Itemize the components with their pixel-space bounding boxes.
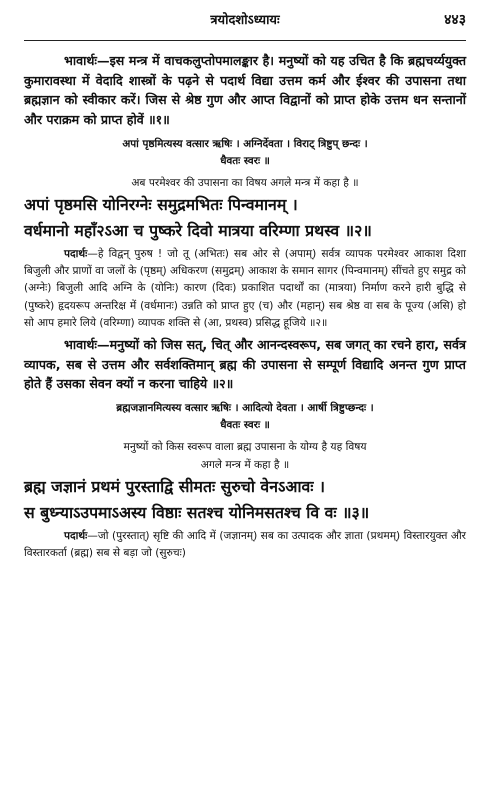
mantra-intro: अब परमेश्वर की उपासना का विषय अगले मन्त्र में कहा है ॥ [131, 176, 359, 189]
padartha-label: पदार्थः [64, 530, 88, 543]
padartha-paragraph-3 [24, 528, 466, 562]
mantra-intro: मनुष्यों को किस स्वरूप वाला ब्रह्म उपासना के योग्य है यह विषय [123, 441, 367, 454]
bhavartha-text: —मनुष्यों को जिस सत्, चित् और आनन्दस्वरूप, सब जगत् का रचने हारा, सर्वत्र व्यापक, सब से उत्तम और सर्वशक्तिमान् ब्रह्म की उपासना से सम्पूर्ण विद्यादि अनन्त गुण प्राप्त होते हैं उसका सेवन क्यों न करना चाहिये ॥२॥ [24, 336, 466, 392]
verse-line: अपां पृष्ठमसि योनिरग्नेः समुद्रमभितः पिन्वमानम् । [24, 194, 298, 214]
running-head: त्रयोदशोऽध्यायः [210, 13, 280, 28]
bhavartha-text: —इस मन्त्र में वाचकलुप्तोपमालङ्कार है। मनुष्यों को यह उचित है कि ब्रह्मचर्य्ययुक्त कुमारावस्था में वेदादि शास्त्रों के पढ़ने से पदार्थ विद्या उत्तम कर्म और ईश्वर की उपासना तथा ब्रह्मज्ञान को स्वीकार करें। जिस से श्रेष्ठ गुण और आप्त विद्वानों को प्राप्त होके उत्तम धन सन्तानों और पराक्रम को प्राप्त होवें ॥१॥ [24, 53, 466, 127]
padartha-text: —हे विद्वन् पुरुष ! जो तू (अभितः) सब ओर से (अपाम्) सर्वत्र व्यापक परमेश्वर आकाश दिशा बिजुली और प्राणों वा जलों के (पृष्ठम्) अधिकरण (समुद्रम्) आकाश के समान सागर (पिन्वमानम्) सींचते हुए समुद्र को (अग्नेः) बिजुली आदि अग्नि के (योनिः) कारण (दिवः) प्रकाशित पदार्थों का (मात्रया) निर्माण करने हारी बुद्धि से (पुष्करे) हृदयरूप अन्तरिक्ष में (वर्धमानः) उन्नति को प्राप्त हुए (च) और (महान्) सब श्रेष्ठ वा सब के पूज्य (असि) हो सो आप हमारे लिये (वरिम्णा) व्यापक शक्ति से (आ, प्रथस्व) प्रसिद्ध हूजिये ॥२॥ [24, 248, 466, 329]
page-number: ४४३ [444, 12, 466, 28]
verse-line: ब्रह्म जज्ञानं प्रथमं पुरस्ताद्वि सीमतः सुरुचो वेनऽआवः । [24, 477, 325, 497]
bhavartha-label: भावार्थः [64, 336, 97, 352]
mantra-swara-line: धैवतः स्वरः ॥ [220, 155, 270, 168]
mantra-meta-line: अपां पृष्ठमित्यस्य वत्सार ऋषिः । अग्निर्देवता । विराट् त्रिष्टुप् छन्दः । [122, 137, 368, 150]
padartha-text: —जो (पुरस्तात्) सृष्टि की आदि में (जज्ञानम्) सब का उत्पादक और ज्ञाता (प्रथमम्) विस्तारयुक्त और विस्तारकर्ता (ब्रह्म) सब से बड़ा जो (सुरुचः) [24, 530, 466, 560]
verse-line: स बुध्न्याऽउपमाऽअस्य विष्ठाः सतश्च योनिमसतश्च वि वः ॥३॥ [24, 502, 370, 522]
padartha-label: पदार्थः [64, 248, 88, 261]
bhavartha-label: भावार्थः [64, 53, 97, 68]
padartha-paragraph-2 [24, 246, 466, 332]
mantra-intro: अगले मन्त्र में कहा है ॥ [200, 459, 290, 472]
header-rule [24, 40, 466, 41]
mantra-swara-line: धैवतः स्वरः ॥ [220, 419, 270, 432]
bhavartha-paragraph-2 [24, 335, 466, 394]
bhavartha-paragraph-1 [24, 51, 466, 130]
verse-line: वर्धमानो महाँ२ऽआ च पुष्करे दिवो मात्रया वरिम्णा प्रथस्व ॥२॥ [24, 220, 372, 240]
mantra-meta-line: ब्रह्मजज्ञानमित्यस्य वत्सार ऋषिः । आदित्यो देवता । आर्षी त्रिष्टुप्छन्दः । [116, 401, 374, 414]
page-header [24, 10, 466, 32]
